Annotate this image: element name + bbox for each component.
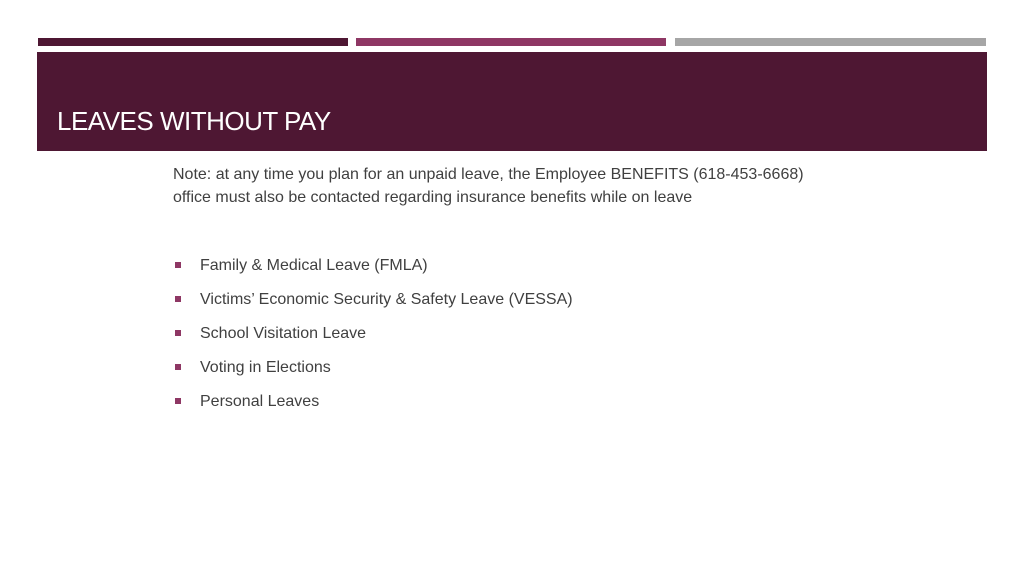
list-item xyxy=(173,254,573,288)
square-bullet-icon xyxy=(175,262,181,268)
list-item-label: Victims’ Economic Security & Safety Leave (VESSA) xyxy=(200,291,573,308)
list-item xyxy=(173,288,573,322)
note-text: Note: at any time you plan for an unpaid leave, the Employee BENEFITS (618-453-6668) office must also be contacted regarding insurance benefits while on leave xyxy=(173,166,804,206)
title-band xyxy=(37,52,987,151)
list-item-label: School Visitation Leave xyxy=(200,325,367,342)
list-item xyxy=(173,356,573,390)
list-item-label: Voting in Elections xyxy=(200,359,331,376)
square-bullet-icon xyxy=(175,296,181,302)
list-item-label: Personal Leaves xyxy=(200,393,320,410)
slide-title: LEAVES WITHOUT PAY xyxy=(57,106,331,136)
square-bullet-icon xyxy=(175,364,181,370)
square-bullet-icon xyxy=(175,398,181,404)
accent-bar-magenta xyxy=(356,38,666,46)
accent-bar-plum xyxy=(38,38,348,46)
square-bullet-icon xyxy=(175,330,181,336)
accent-bar-gray xyxy=(675,38,986,46)
list-item-label: Family & Medical Leave (FMLA) xyxy=(200,257,428,274)
bullet-list xyxy=(173,254,573,424)
list-item xyxy=(173,322,573,356)
list-item xyxy=(173,390,573,424)
